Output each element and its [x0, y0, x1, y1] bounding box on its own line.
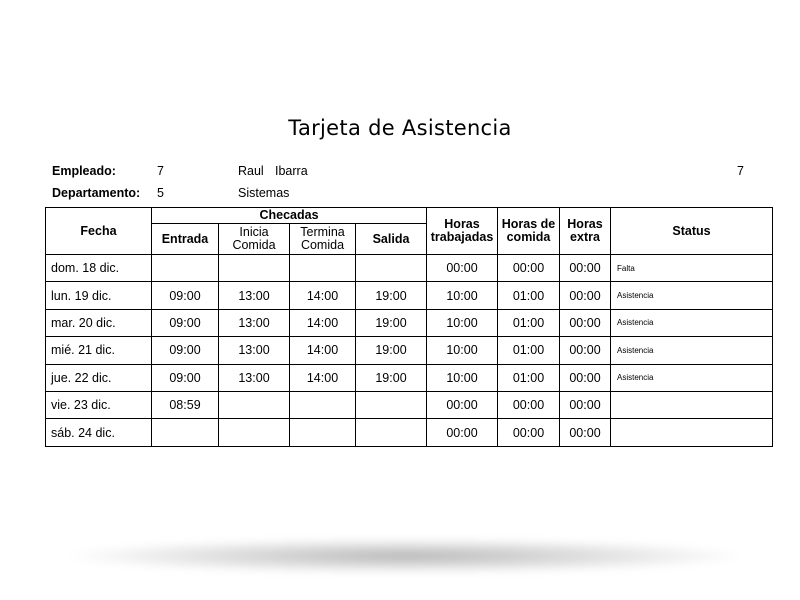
employee-last-name: Ibarra [275, 164, 308, 178]
header-horas-extra-line1: Horas [567, 217, 603, 231]
cell-status: Asistencia [611, 337, 773, 364]
cell-horas-extra: 00:00 [560, 337, 611, 364]
table-row [46, 419, 773, 446]
cell-fecha: vie. 23 dic. [46, 391, 152, 418]
employee-number-right: 7 [737, 164, 744, 178]
employee-first-name: Raul [238, 164, 264, 178]
cell-entrada: 09:00 [152, 364, 219, 391]
cell-salida [356, 419, 427, 446]
cell-horas-comida: 01:00 [498, 337, 560, 364]
cell-termina-comida [290, 391, 356, 418]
cell-entrada: 08:59 [152, 391, 219, 418]
cell-termina-comida [290, 255, 356, 282]
header-horas-comida-line1: Horas de [501, 217, 556, 231]
cell-salida [356, 255, 427, 282]
header-termina-comida-line2: Comida [300, 238, 345, 252]
header-horas-trabajadas [427, 208, 498, 255]
cell-horas-extra: 00:00 [560, 419, 611, 446]
cell-salida: 19:00 [356, 282, 427, 309]
cell-horas-comida: 00:00 [498, 255, 560, 282]
cell-horas-trabajadas: 10:00 [427, 337, 498, 364]
cell-salida: 19:00 [356, 337, 427, 364]
header-horas-comida [498, 208, 560, 255]
employee-label: Empleado: [52, 164, 116, 178]
cell-horas-trabajadas: 10:00 [427, 364, 498, 391]
cell-horas-extra: 00:00 [560, 364, 611, 391]
header-inicia-comida [219, 224, 290, 255]
header-termina-comida-line1: Termina [300, 225, 345, 239]
cell-fecha: mié. 21 dic. [46, 337, 152, 364]
cell-inicia-comida [219, 419, 290, 446]
cell-horas-comida: 00:00 [498, 391, 560, 418]
employee-id: 7 [157, 164, 164, 178]
header-status: Status [611, 208, 773, 255]
table-row [46, 255, 773, 282]
header-fecha: Fecha [46, 208, 152, 255]
cell-horas-extra: 00:00 [560, 309, 611, 336]
header-horas-trabajadas-line2: trabajadas [430, 230, 494, 244]
page-shadow [60, 538, 750, 574]
cell-status: Falta [611, 255, 773, 282]
cell-entrada: 09:00 [152, 282, 219, 309]
cell-status: Asistencia [611, 364, 773, 391]
cell-horas-trabajadas: 10:00 [427, 282, 498, 309]
table-row [46, 309, 773, 336]
cell-entrada: 09:00 [152, 337, 219, 364]
cell-termina-comida [290, 419, 356, 446]
cell-termina-comida: 14:00 [290, 337, 356, 364]
cell-entrada [152, 419, 219, 446]
cell-fecha: mar. 20 dic. [46, 309, 152, 336]
cell-horas-extra: 00:00 [560, 282, 611, 309]
cell-fecha: dom. 18 dic. [46, 255, 152, 282]
cell-horas-trabajadas: 00:00 [427, 419, 498, 446]
department-id: 5 [157, 186, 164, 200]
cell-status [611, 419, 773, 446]
cell-status: Asistencia [611, 309, 773, 336]
cell-termina-comida: 14:00 [290, 364, 356, 391]
cell-salida: 19:00 [356, 364, 427, 391]
header-inicia-comida-line1: Inicia [239, 225, 269, 239]
cell-salida [356, 391, 427, 418]
header-checadas-label: Checadas [259, 208, 319, 222]
attendance-table [45, 207, 773, 447]
cell-salida: 19:00 [356, 309, 427, 336]
department-name: Sistemas [238, 186, 290, 200]
cell-horas-extra: 00:00 [560, 391, 611, 418]
cell-horas-trabajadas: 10:00 [427, 309, 498, 336]
cell-inicia-comida [219, 255, 290, 282]
header-checadas [152, 208, 427, 224]
table-row [46, 391, 773, 418]
cell-inicia-comida: 13:00 [219, 282, 290, 309]
header-horas-extra-line2: extra [570, 230, 600, 244]
cell-entrada [152, 255, 219, 282]
cell-termina-comida: 14:00 [290, 282, 356, 309]
cell-status [611, 391, 773, 418]
cell-entrada: 09:00 [152, 309, 219, 336]
cell-inicia-comida: 13:00 [219, 337, 290, 364]
cell-horas-comida: 00:00 [498, 419, 560, 446]
cell-fecha: sáb. 24 dic. [46, 419, 152, 446]
header-entrada: Entrada [152, 224, 219, 255]
cell-horas-extra: 00:00 [560, 255, 611, 282]
table-row [46, 282, 773, 309]
cell-horas-trabajadas: 00:00 [427, 255, 498, 282]
cell-horas-comida: 01:00 [498, 309, 560, 336]
header-inicia-comida-line2: Comida [232, 238, 276, 252]
cell-horas-comida: 01:00 [498, 282, 560, 309]
header-horas-trabajadas-line1: Horas [444, 217, 480, 231]
table-row [46, 337, 773, 364]
cell-inicia-comida: 13:00 [219, 364, 290, 391]
page-title: Tarjeta de Asistencia [288, 116, 512, 140]
cell-inicia-comida: 13:00 [219, 309, 290, 336]
cell-fecha: lun. 19 dic. [46, 282, 152, 309]
department-label: Departamento: [52, 186, 141, 200]
cell-horas-comida: 01:00 [498, 364, 560, 391]
header-salida: Salida [356, 224, 427, 255]
cell-termina-comida: 14:00 [290, 309, 356, 336]
cell-horas-trabajadas: 00:00 [427, 391, 498, 418]
cell-inicia-comida [219, 391, 290, 418]
header-horas-comida-line2: comida [506, 230, 551, 244]
cell-fecha: jue. 22 dic. [46, 364, 152, 391]
table-row [46, 364, 773, 391]
header-horas-extra [560, 208, 611, 255]
cell-status: Asistencia [611, 282, 773, 309]
header-termina-comida [290, 224, 356, 255]
